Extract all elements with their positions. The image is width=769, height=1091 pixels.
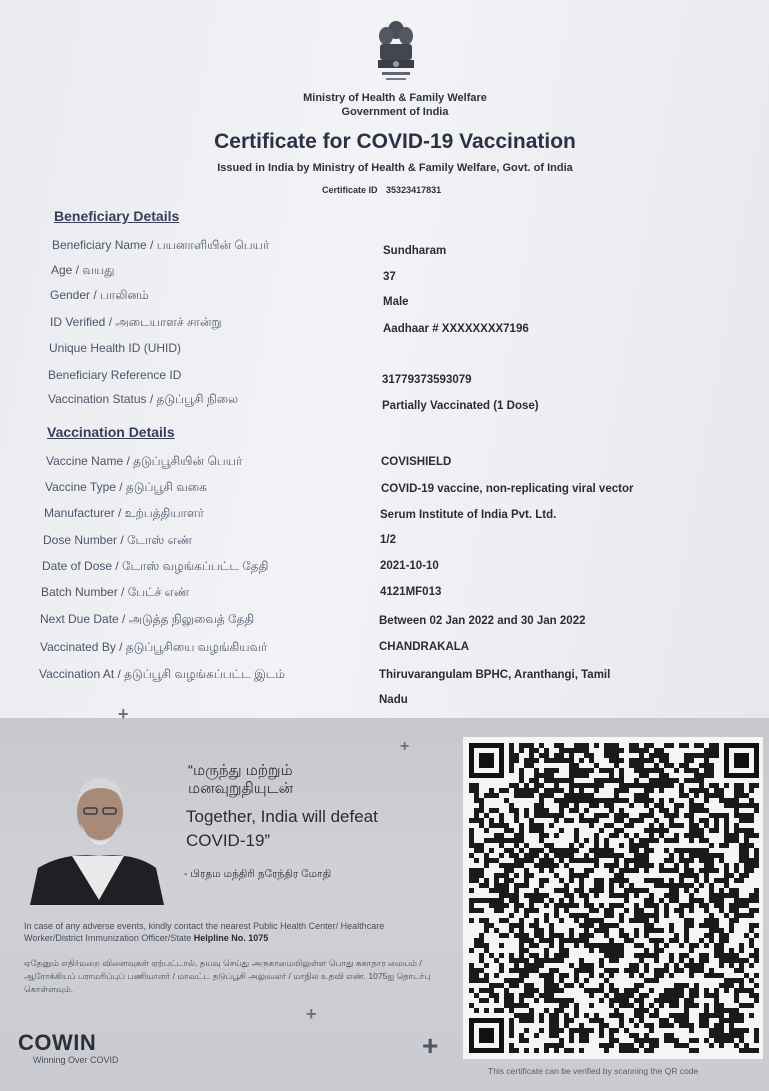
plus-icon: + — [400, 738, 410, 755]
vaccine-name-label: Vaccine Name / தடுப்பூசியின் பெயர் — [46, 454, 243, 468]
quote-english — [186, 805, 446, 853]
manufacturer-value: Serum Institute of India Pvt. Ltd. — [380, 509, 557, 521]
date-of-dose-label: Date of Dose / டோஸ் வழங்கப்பட்ட தேதி — [42, 559, 269, 573]
adverse-events-text: In case of any adverse events, kindly contact the nearest Public Health Center/ Healthcare Worker/District Immunization Officer/State — [24, 921, 385, 943]
next-due-date-value: Between 02 Jan 2022 and 30 Jan 2022 — [379, 615, 586, 627]
national-emblem-icon — [372, 18, 420, 86]
manufacturer-label: Manufacturer / உற்பத்தியாளர் — [44, 506, 204, 520]
vaccinated-by-label: Vaccinated By / தடுப்பூசியை வழங்கியவர் — [40, 640, 268, 654]
quote-english-line2: COVID-19” — [186, 831, 271, 850]
vaccination-heading: Vaccination Details — [47, 424, 175, 440]
prime-minister-photo-icon — [24, 770, 174, 905]
adverse-events-note-tamil: ஏதேனும் எதிர்மறை விளைவுகள் ஏற்பட்டால், தயவு செய்து அருகாமையிலுள்ள பொது சுகாதார மையம் / ஆரோக்கியப் பராமரிப்புப் பணியாளர் / மாவட்ட தடுப்பூசி அலுவலர் / மாநில உதவி எண். 1075ஐ தொடர்பு கொள்ளவும். — [24, 958, 431, 994]
batch-number-label: Batch Number / பேட்ச் எண் — [41, 585, 190, 599]
qr-code — [463, 737, 763, 1059]
certificate-id-value: 35323417831 — [386, 185, 442, 195]
certificate-id — [322, 185, 441, 195]
reference-id-label: Beneficiary Reference ID — [48, 368, 182, 382]
age-label: Age / வயது — [51, 263, 115, 277]
cowin-logo: COWIN — [18, 1030, 97, 1055]
dose-number-value: 1/2 — [380, 534, 396, 546]
vaccine-type-value: COVID-19 vaccine, non-replicating viral vector — [381, 483, 634, 495]
adverse-events-note — [24, 920, 444, 944]
prime-minister-name: - பிரதம மந்திரி நரேந்திர மோதி — [184, 868, 332, 880]
quote-tamil-line2: மனவுறுதியுடன் — [188, 780, 294, 797]
vaccine-type-label: Vaccine Type / தடுப்பூசி வகை — [45, 480, 207, 494]
beneficiary-name-value: Sundharam — [383, 245, 447, 257]
helpline-number: Helpline No. 1075 — [193, 933, 269, 943]
plus-icon: + — [422, 1030, 439, 1061]
vaccination-status-value: Partially Vaccinated (1 Dose) — [382, 400, 539, 412]
qr-verification-note: This certificate can be verified by scanning the QR code — [488, 1066, 699, 1076]
government-name: Government of India — [341, 106, 449, 118]
plus-icon: + — [118, 704, 129, 724]
quote-english-line1: Together, India will defeat — [186, 807, 378, 826]
beneficiary-name-label: Beneficiary Name / பயனாளியின் பெயர் — [52, 238, 270, 252]
plus-icon: + — [306, 1004, 317, 1024]
vaccination-at-value-line2: Nadu — [379, 694, 408, 706]
certificate-title: Certificate for COVID-19 Vaccination — [214, 130, 576, 153]
dose-number-label: Dose Number / டோஸ் எண் — [43, 533, 193, 547]
ministry-name: Ministry of Health & Family Welfare — [303, 92, 487, 104]
id-verified-value: Aadhaar # XXXXXXXX7196 — [383, 323, 529, 335]
vaccination-status-label: Vaccination Status / தடுப்பூசி நிலை — [48, 392, 239, 406]
vaccination-at-label: Vaccination At / தடுப்பூசி வழங்கப்பட்ட இடம் — [39, 667, 285, 681]
issued-by: Issued in India by Ministry of Health & Family Welfare, Govt. of India — [217, 162, 573, 174]
qr-code-icon — [463, 737, 763, 1059]
id-verified-label: ID Verified / அடையாளச் சான்று — [50, 315, 222, 329]
quote-tamil-line1: “மருந்து மற்றும் — [188, 762, 293, 779]
reference-id-value: 31779373593079 — [382, 374, 472, 386]
gender-label: Gender / பாலினம் — [50, 288, 149, 302]
uhid-label: Unique Health ID (UHID) — [49, 341, 182, 355]
quote-tamil — [188, 762, 293, 798]
vaccine-name-value: COVISHIELD — [381, 456, 452, 468]
batch-number-value: 4121MF013 — [380, 586, 442, 598]
vaccinated-by-value: CHANDRAKALA — [379, 641, 470, 653]
gender-value: Male — [383, 296, 409, 308]
cowin-tagline: Winning Over COVID — [33, 1055, 119, 1065]
date-of-dose-value: 2021-10-10 — [380, 560, 439, 572]
next-due-date-label: Next Due Date / அடுத்த நிலுவைத் தேதி — [40, 612, 255, 626]
age-value: 37 — [383, 271, 396, 283]
certificate-id-label: Certificate ID — [322, 185, 378, 195]
vaccination-at-value: Thiruvarangulam BPHC, Aranthangi, Tamil — [379, 669, 611, 681]
beneficiary-heading: Beneficiary Details — [54, 208, 180, 224]
